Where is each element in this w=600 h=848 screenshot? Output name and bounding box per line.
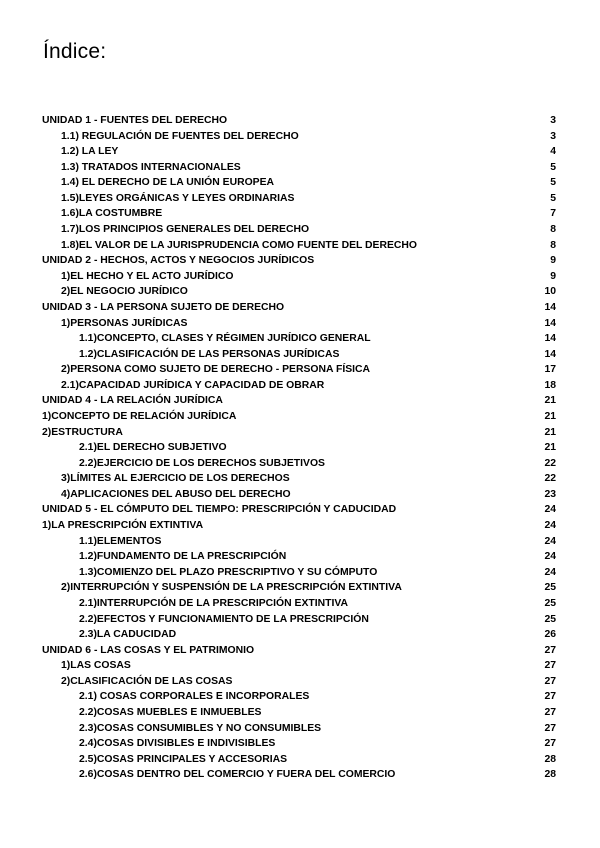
toc-entry-page-number: 14 — [544, 317, 556, 329]
toc-entry[interactable] — [42, 409, 556, 425]
toc-entry-page-number: 24 — [544, 535, 556, 547]
toc-entry-title: 2)EL NEGOCIO JURÍDICO — [61, 286, 188, 298]
toc-entry[interactable] — [42, 316, 556, 332]
toc-entry-page-number: 18 — [544, 379, 556, 391]
toc-entry-title: 1.8)EL VALOR DE LA JURISPRUDENCIA COMO FUENTE DEL DERECHO — [61, 239, 418, 251]
toc-entry[interactable] — [42, 596, 556, 612]
toc-entry-title: 2)INTERRUPCIÓN Y SUSPENSIÓN DE LA PRESCRIPCIÓN EXTINTIVA — [61, 582, 402, 594]
toc-entry-title: UNIDAD 1 - FUENTES DEL DERECHO — [42, 115, 228, 126]
toc-entry[interactable] — [42, 300, 556, 316]
toc-entry-page-number: 24 — [544, 504, 556, 516]
toc-entry-title: UNIDAD 5 - EL CÓMPUTO DEL TIEMPO: PRESCRIPCIÓN Y CADUCIDAD — [42, 504, 397, 516]
toc-entry-title: 1.3)COMIENZO DEL PLAZO PRESCRIPTIVO Y SU CÓMPUTO — [79, 566, 378, 578]
toc-entry-title: 1.1) REGULACIÓN DE FUENTES DEL DERECHO — [61, 130, 299, 142]
toc-entry-page-number: 8 — [550, 224, 556, 236]
toc-entry-page-number: 27 — [544, 738, 556, 750]
toc-entry-page-number: 3 — [550, 115, 556, 126]
toc-entry-page-number: 27 — [544, 675, 556, 687]
toc-entry[interactable] — [42, 689, 556, 705]
toc-entry-title: 1)LA PRESCRIPCIÓN EXTINTIVA — [42, 520, 204, 532]
toc-entry-page-number: 3 — [550, 130, 556, 142]
toc-entry[interactable] — [42, 549, 556, 565]
toc-entry[interactable] — [42, 767, 556, 783]
toc-entry-title: 2)PERSONA COMO SUJETO DE DERECHO - PERSONA FÍSICA — [61, 364, 371, 376]
toc-entry-page-number: 21 — [544, 410, 556, 422]
table-of-contents — [42, 113, 556, 783]
toc-entry-title: UNIDAD 3 - LA PERSONA SUJETO DE DERECHO — [42, 301, 285, 313]
toc-entry[interactable] — [42, 580, 556, 596]
toc-entry-title: UNIDAD 4 - LA RELACIÓN JURÍDICA — [42, 395, 223, 407]
toc-entry-page-number: 4 — [550, 146, 556, 158]
toc-entry-title: 1.2)FUNDAMENTO DE LA PRESCRIPCIÓN — [79, 551, 287, 563]
toc-entry-title: 2.2)COSAS MUEBLES E INMUEBLES — [79, 706, 262, 718]
toc-entry-page-number: 27 — [544, 644, 556, 656]
toc-entry-title: 2.1) COSAS CORPORALES E INCORPORALES — [79, 691, 310, 703]
toc-entry[interactable] — [42, 269, 556, 285]
toc-entry-title: 2.6)COSAS DENTRO DEL COMERCIO Y FUERA DEL COMERCIO — [79, 769, 396, 781]
toc-entry-page-number: 14 — [544, 333, 556, 345]
toc-entry-page-number: 28 — [544, 769, 556, 781]
toc-entry[interactable] — [42, 222, 556, 238]
toc-entry[interactable] — [42, 643, 556, 659]
toc-entry-page-number: 23 — [544, 488, 556, 500]
toc-entry-page-number: 17 — [544, 364, 556, 376]
toc-entry-page-number: 25 — [544, 613, 556, 625]
toc-entry[interactable] — [42, 752, 556, 768]
toc-entry-page-number: 26 — [544, 629, 556, 641]
toc-entry[interactable] — [42, 518, 556, 534]
toc-entry-title: 3)LÍMITES AL EJERCICIO DE LOS DERECHOS — [61, 473, 290, 485]
toc-entry-page-number: 8 — [550, 239, 556, 251]
toc-entry[interactable] — [42, 471, 556, 487]
toc-entry-page-number: 24 — [544, 566, 556, 578]
toc-entry[interactable] — [42, 736, 556, 752]
toc-entry[interactable] — [42, 253, 556, 269]
toc-entry[interactable] — [42, 347, 556, 363]
toc-entry[interactable] — [42, 456, 556, 472]
toc-entry[interactable] — [42, 160, 556, 176]
toc-entry[interactable] — [42, 612, 556, 628]
toc-entry[interactable] — [42, 238, 556, 254]
toc-entry[interactable] — [42, 284, 556, 300]
toc-entry-title: 2.1)INTERRUPCIÓN DE LA PRESCRIPCIÓN EXTINTIVA — [79, 597, 349, 609]
toc-entry-title: 2.1)EL DERECHO SUBJETIVO — [79, 442, 227, 454]
toc-entry-title: 4)APLICACIONES DEL ABUSO DEL DERECHO — [61, 488, 291, 500]
toc-entry-page-number: 5 — [550, 192, 556, 204]
toc-entry-page-number: 9 — [550, 270, 556, 282]
toc-entry[interactable] — [42, 191, 556, 207]
page-title: Índice: — [43, 40, 107, 63]
toc-entry[interactable] — [42, 502, 556, 518]
toc-entry-title: 1.5)LEYES ORGÁNICAS Y LEYES ORDINARIAS — [61, 192, 295, 204]
toc-entry-title: 1)CONCEPTO DE RELACIÓN JURÍDICA — [42, 410, 237, 422]
toc-entry-title: 1)LAS COSAS — [61, 660, 131, 672]
toc-entry-page-number: 25 — [544, 597, 556, 609]
toc-entry[interactable] — [42, 627, 556, 643]
toc-entry-page-number: 22 — [544, 457, 556, 469]
toc-entry-page-number: 27 — [544, 660, 556, 672]
toc-entry-title: 1.3) TRATADOS INTERNACIONALES — [61, 161, 241, 173]
toc-entry[interactable] — [42, 721, 556, 737]
toc-entry-title: 1.6)LA COSTUMBRE — [61, 208, 163, 220]
toc-entry-page-number: 24 — [544, 520, 556, 532]
toc-entry-page-number: 7 — [550, 208, 556, 220]
toc-entry-title: UNIDAD 6 - LAS COSAS Y EL PATRIMONIO — [42, 644, 255, 656]
toc-entry-title: 2.4)COSAS DIVISIBLES E INDIVISIBLES — [79, 738, 276, 750]
toc-entry[interactable] — [42, 565, 556, 581]
toc-entry[interactable] — [42, 362, 556, 378]
toc-entry[interactable] — [42, 331, 556, 347]
toc-entry[interactable] — [42, 440, 556, 456]
toc-entry[interactable] — [42, 487, 556, 503]
toc-entry-title: 2)CLASIFICACIÓN DE LAS COSAS — [61, 675, 233, 687]
toc-entry[interactable] — [42, 674, 556, 690]
toc-entry-title: 1.2) LA LEY — [61, 146, 119, 158]
toc-entry-title: 2.5)COSAS PRINCIPALES Y ACCESORIAS — [79, 753, 288, 765]
toc-entry-title: 1)PERSONAS JURÍDICAS — [61, 317, 188, 329]
toc-entry[interactable] — [42, 393, 556, 409]
toc-entry[interactable] — [42, 705, 556, 721]
toc-entry-title: 2.3)COSAS CONSUMIBLES Y NO CONSUMIBLES — [79, 722, 322, 734]
toc-entry[interactable] — [42, 658, 556, 674]
toc-entry-title: 1)EL HECHO Y EL ACTO JURÍDICO — [61, 270, 234, 282]
toc-entry-title: 2)ESTRUCTURA — [42, 426, 123, 438]
toc-entry-title: 2.3)LA CADUCIDAD — [79, 629, 177, 641]
toc-entry-title: 1.1)CONCEPTO, CLASES Y RÉGIMEN JURÍDICO GENERAL — [79, 333, 371, 345]
toc-entry[interactable] — [42, 378, 556, 394]
toc-entry-page-number: 14 — [544, 348, 556, 360]
toc-entry-page-number: 25 — [544, 582, 556, 594]
toc-entry-page-number: 22 — [544, 473, 556, 485]
toc-entry[interactable] — [42, 175, 556, 191]
toc-entry-page-number: 10 — [544, 286, 556, 298]
toc-entry[interactable] — [42, 534, 556, 550]
toc-entry[interactable] — [42, 206, 556, 222]
toc-entry-title: 1.7)LOS PRINCIPIOS GENERALES DEL DERECHO — [61, 224, 310, 236]
toc-entry-title: 2.2)EFECTOS Y FUNCIONAMIENTO DE LA PRESCRIPCIÓN — [79, 613, 369, 625]
toc-entry-page-number: 14 — [544, 301, 556, 313]
toc-entry[interactable] — [42, 113, 556, 129]
toc-entry-title: 2.2)EJERCICIO DE LOS DERECHOS SUBJETIVOS — [79, 457, 325, 469]
toc-entry-title: 1.2)CLASIFICACIÓN DE LAS PERSONAS JURÍDICAS — [79, 348, 340, 360]
toc-entry-page-number: 27 — [544, 691, 556, 703]
toc-entry-page-number: 24 — [544, 551, 556, 563]
toc-entry-page-number: 5 — [550, 161, 556, 173]
toc-entry-page-number: 21 — [544, 426, 556, 438]
toc-entry-page-number: 27 — [544, 706, 556, 718]
toc-entry-page-number: 28 — [544, 753, 556, 765]
toc-entry-page-number: 5 — [550, 177, 556, 189]
toc-entry-title: 1.4) EL DERECHO DE LA UNIÓN EUROPEA — [61, 177, 275, 189]
toc-entry-page-number: 21 — [544, 395, 556, 407]
toc-entry-title: 1.1)ELEMENTOS — [79, 535, 162, 547]
toc-entry[interactable] — [42, 129, 556, 145]
toc-entry[interactable] — [42, 144, 556, 160]
toc-entry-title: UNIDAD 2 - HECHOS, ACTOS Y NEGOCIOS JURÍDICOS — [42, 255, 315, 267]
toc-entry-page-number: 9 — [550, 255, 556, 267]
toc-entry-title: 2.1)CAPACIDAD JURÍDICA Y CAPACIDAD DE OBRAR — [61, 379, 325, 391]
toc-entry-page-number: 27 — [544, 722, 556, 734]
toc-entry-page-number: 21 — [544, 442, 556, 454]
toc-entry[interactable] — [42, 425, 556, 441]
